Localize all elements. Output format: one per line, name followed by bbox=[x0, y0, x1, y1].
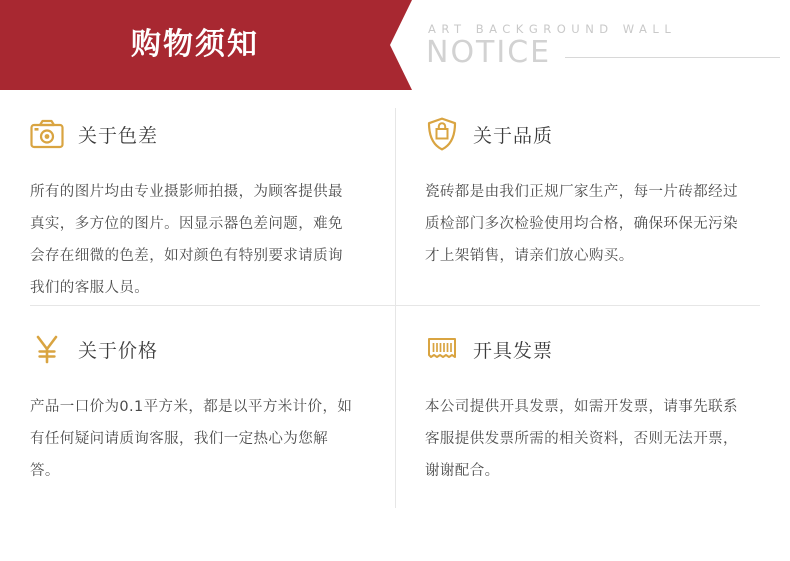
header-subtitle-en: ART BACKGROUND WALL bbox=[428, 22, 677, 36]
section-header bbox=[425, 305, 754, 377]
header-title-en-row bbox=[426, 35, 790, 70]
section-header bbox=[30, 305, 359, 377]
shield-icon bbox=[425, 117, 459, 151]
header-red-banner bbox=[0, 0, 390, 90]
section-header bbox=[30, 90, 359, 162]
section-title: 关于价格 bbox=[78, 339, 159, 362]
section-text: 所有的图片均由专业摄影师拍摄，为顾客提供最真实，多方位的图片。因显示器色差问题，难免会存在细微的色差，如对颜色有特别要求请质询我们的客服人员。 bbox=[30, 184, 343, 296]
section-title: 开具发票 bbox=[473, 339, 554, 362]
section-header bbox=[425, 90, 754, 162]
notice-grid bbox=[0, 90, 790, 561]
notice-section-quality bbox=[395, 90, 790, 305]
page-header bbox=[0, 0, 790, 90]
header-triangle-decoration bbox=[390, 0, 412, 90]
section-text: 本公司提供开具发票，如需开发票，请事先联系客服提供发票所需的相关资料，否则无法开票，谢谢配合。 bbox=[425, 399, 738, 479]
section-text: 产品一口价为0.1平方米，都是以平方米计价，如有任何疑问请质询客服，我们一定热心为您解答。 bbox=[30, 399, 353, 479]
page-title: 购物须知 bbox=[131, 27, 259, 62]
camera-icon bbox=[30, 117, 64, 151]
yuan-icon bbox=[30, 332, 64, 366]
header-title-en: NOTICE bbox=[426, 35, 552, 70]
notice-section-color bbox=[0, 90, 395, 305]
notice-section-price bbox=[0, 305, 395, 525]
header-divider-line bbox=[565, 57, 780, 58]
section-title: 关于品质 bbox=[473, 124, 554, 147]
section-title: 关于色差 bbox=[78, 124, 159, 147]
invoice-icon bbox=[425, 332, 459, 366]
notice-section-invoice bbox=[395, 305, 790, 525]
section-text: 瓷砖都是由我们正规厂家生产，每一片砖都经过质检部门多次检验使用均合格，确保环保无污染才上架销售，请亲们放心购买。 bbox=[425, 184, 738, 264]
header-english-block bbox=[390, 0, 790, 90]
